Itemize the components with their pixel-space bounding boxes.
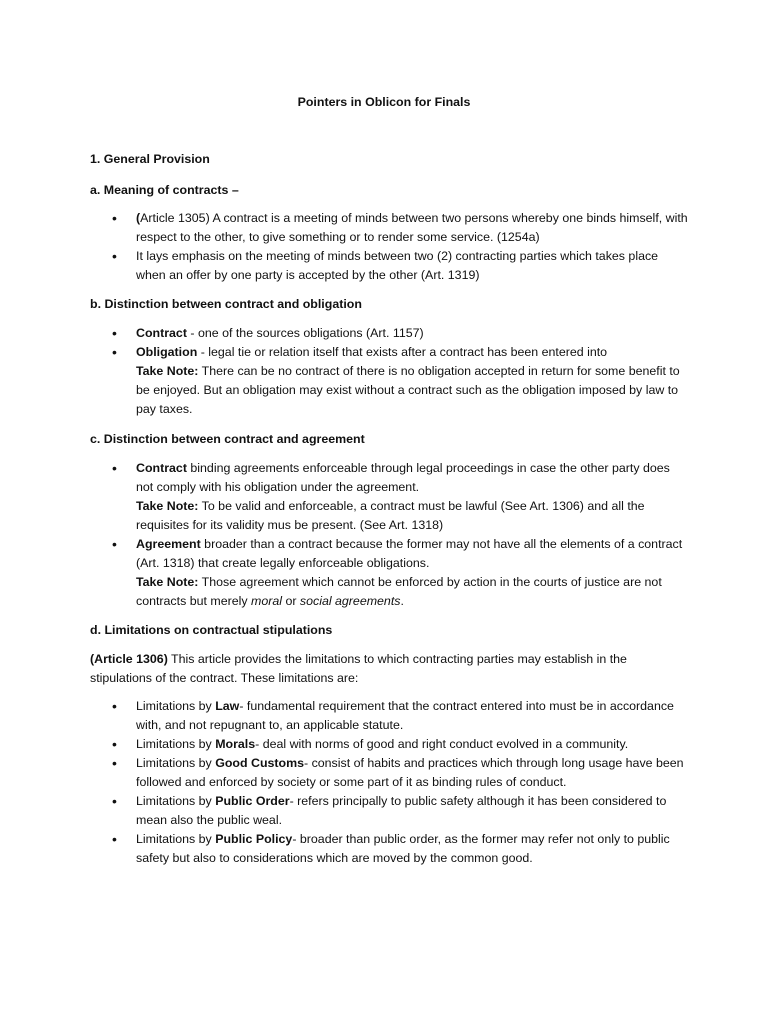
item-term: Obligation <box>136 345 198 359</box>
item-term: Public Policy <box>215 832 293 846</box>
item-term: Contract <box>136 461 187 475</box>
heading-limitations: d. Limitations on contractual stipulations <box>90 623 333 637</box>
bullet-icon: • <box>112 210 117 226</box>
bullet-icon: • <box>112 698 117 714</box>
take-note <box>136 497 690 535</box>
list-item <box>0 697 690 735</box>
item-text: Article 1305) A contract is a meeting of minds between two persons whereby one binds himself, with respect to the other, to give something or to render some service. (1254a) <box>136 211 688 244</box>
item-term: Contract <box>136 326 187 340</box>
heading-contract-vs-agreement: c. Distinction between contract and agreement <box>90 432 365 446</box>
item-prefix: Limitations by <box>136 832 216 846</box>
bullet-icon: • <box>112 536 117 552</box>
bullet-icon: • <box>112 248 117 264</box>
take-note <box>136 573 690 611</box>
list-item <box>0 535 690 611</box>
item-text: - refers principally to public safety although it has been considered to mean also the public weal. <box>136 794 667 827</box>
take-note-text: There can be no contract of there is no obligation accepted in return for some benefit to be enjoyed. But an obligation may exist without a contract such as the obligation imposed by law to pay taxes. <box>136 364 680 416</box>
list-limitations <box>0 697 690 868</box>
take-note-label: Take Note: <box>136 575 199 589</box>
list-item <box>0 324 690 343</box>
item-text: - broader than public order, as the former may refer not only to public safety but also to considerations which are moved by the common good. <box>136 832 670 865</box>
item-term: Law <box>215 699 240 713</box>
bullet-icon: • <box>112 344 117 360</box>
intro-text: This article provides the limitations to which contracting parties may establish in the stipulations of the contract. These limitations are: <box>90 652 627 685</box>
item-prefix: Limitations by <box>136 737 216 751</box>
list-item <box>0 247 690 285</box>
take-note-label: Take Note: <box>136 364 199 378</box>
note-connector: or <box>282 594 300 608</box>
take-note-label: Take Note: <box>136 499 199 513</box>
item-term: Agreement <box>136 537 201 551</box>
take-note <box>136 362 690 419</box>
item-text: - legal tie or relation itself that exists after a contract has been entered into <box>197 345 608 359</box>
italic-moral: moral <box>251 594 282 608</box>
bullet-icon: • <box>112 460 117 476</box>
item-text: - fundamental requirement that the contract entered into must be in accordance with, and not repugnant to, an applicable statute. <box>136 699 674 732</box>
list-item <box>0 792 690 830</box>
list-item <box>0 754 690 792</box>
item-term: Good Customs <box>215 756 305 770</box>
list-item <box>0 209 690 247</box>
item-prefix: Limitations by <box>136 699 216 713</box>
list-contract-vs-agreement <box>0 459 690 611</box>
list-meaning-of-contracts <box>0 209 690 285</box>
section-heading-general-provision: 1. General Provision <box>90 152 210 166</box>
bullet-icon: • <box>112 325 117 341</box>
bullet-icon: • <box>112 755 117 771</box>
item-term: Morals <box>215 737 256 751</box>
list-item <box>0 735 690 754</box>
document-title: Pointers in Oblicon for Finals <box>297 95 471 109</box>
bullet-icon: • <box>112 793 117 809</box>
item-text: broader than a contract because the former may not have all the elements of a contract (Art. 1318) that create legally enforceable obligations. <box>136 537 683 570</box>
item-text: It lays emphasis on the meeting of minds between two (2) contracting parties which takes place when an offer by one party is accepted by the other (Art. 1319) <box>136 249 659 282</box>
item-prefix: Limitations by <box>136 756 216 770</box>
take-note-text: Those agreement which cannot be enforced by action in the courts of justice are not contracts but merely <box>136 575 662 608</box>
item-text: - deal with norms of good and right conduct evolved in a community. <box>255 737 629 751</box>
item-term: Public Order <box>215 794 290 808</box>
item-text: binding agreements enforceable through legal proceedings in case the other party does not comply with his obligation under the agreement. <box>136 461 670 494</box>
list-contract-vs-obligation <box>0 324 690 419</box>
take-note-text: To be valid and enforceable, a contract must be lawful (See Art. 1306) and all the requisites for its validity mus be present. (See Art. 1318) <box>136 499 645 532</box>
item-prefix: Limitations by <box>136 794 216 808</box>
item-lead: ( <box>136 211 141 225</box>
list-item <box>0 343 690 419</box>
intro-article-ref: (Article 1306) <box>90 652 168 666</box>
list-item <box>0 830 690 868</box>
note-end: . <box>400 594 404 608</box>
list-item <box>0 459 690 535</box>
item-text: - consist of habits and practices which through long usage have been followed and enforced by society or some part of it as binding rules of conduct. <box>136 756 684 789</box>
item-text: - one of the sources obligations (Art. 1157) <box>186 326 424 340</box>
bullet-icon: • <box>112 736 117 752</box>
heading-contract-vs-obligation: b. Distinction between contract and obligation <box>90 297 362 311</box>
bullet-icon: • <box>112 831 117 847</box>
italic-social-agreements: social agreements <box>299 594 401 608</box>
heading-meaning-of-contracts: a. Meaning of contracts – <box>90 183 239 197</box>
limitations-intro <box>90 650 690 688</box>
